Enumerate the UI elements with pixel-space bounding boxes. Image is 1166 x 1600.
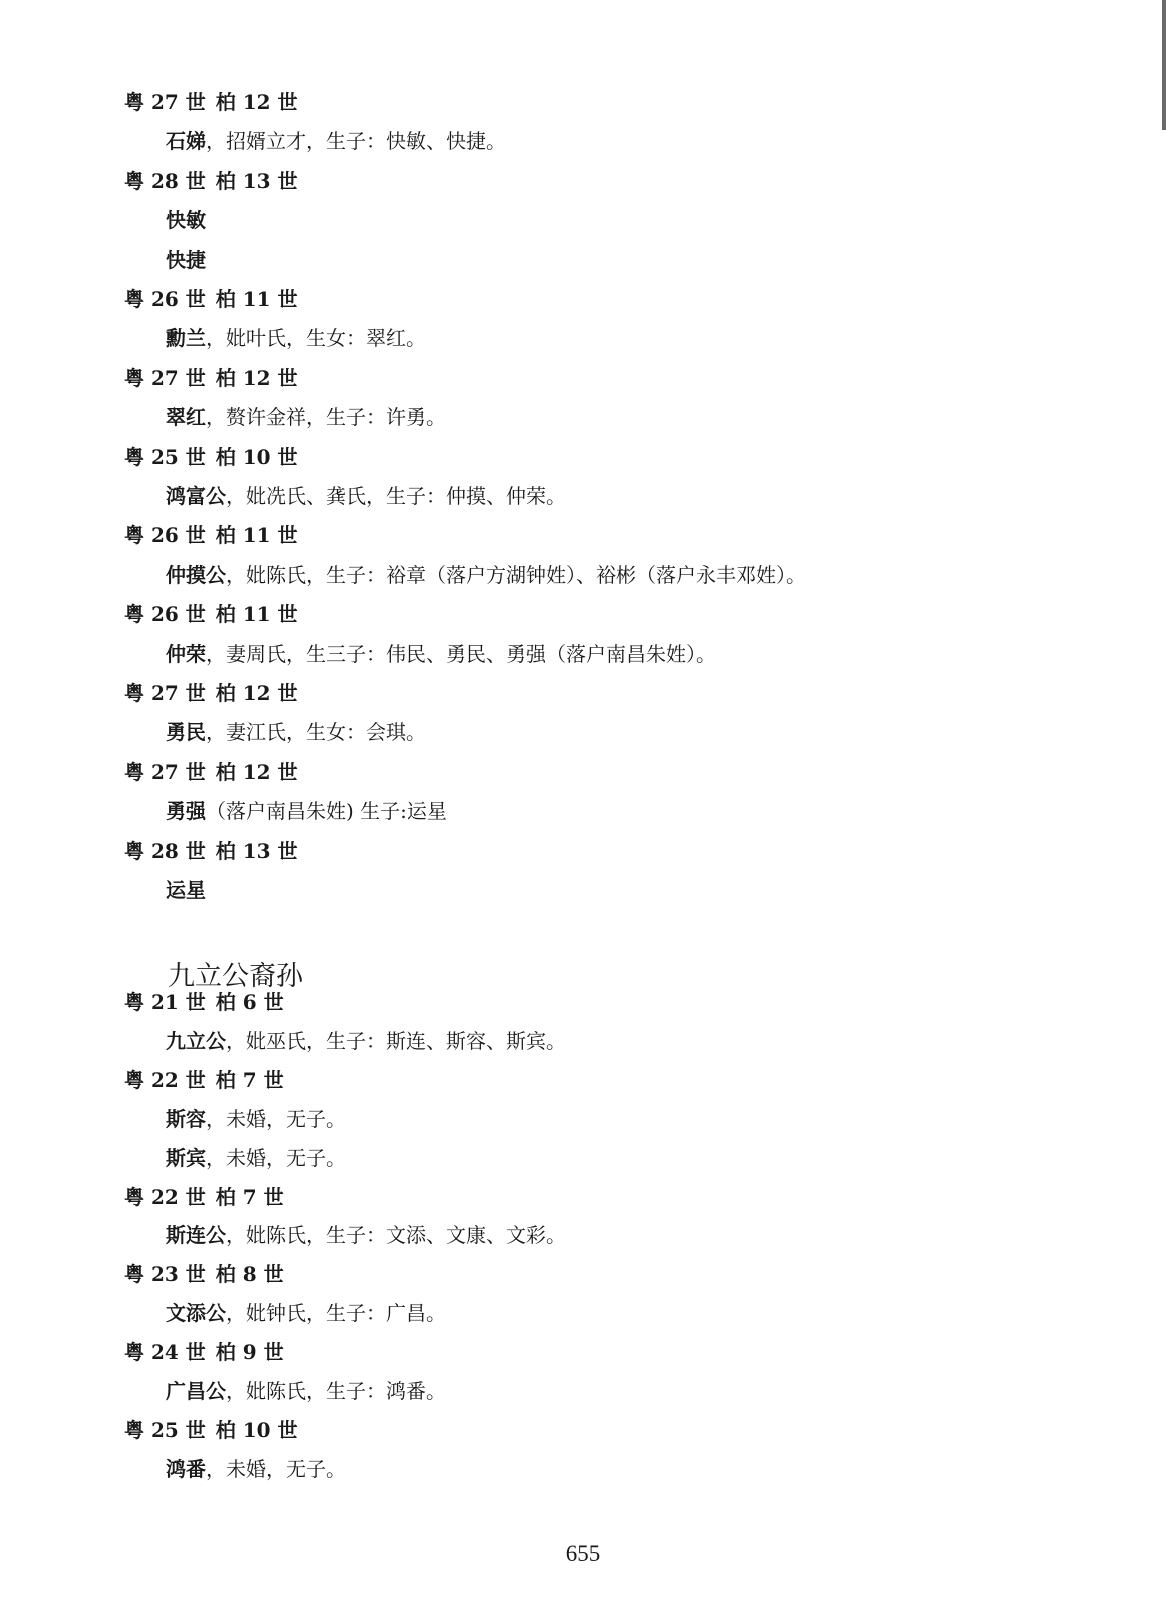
bo-generation: 柏 11 世	[215, 523, 298, 548]
yue-generation: 粤 27 世	[124, 681, 206, 705]
person-entry	[166, 878, 206, 902]
yue-generation: 粤 26 世	[124, 523, 206, 548]
bo-generation: 柏 8 世	[215, 1262, 284, 1287]
person-details: ，妣陈氏，生子：鸿番。	[226, 1379, 446, 1403]
person-name: 勇强	[166, 799, 206, 824]
person-name: 石娣	[166, 129, 206, 154]
yue-generation: 粤 21 世	[124, 990, 206, 1014]
person-details: ，妻江氏，生女：会琪。	[206, 720, 426, 745]
person-entry	[166, 405, 446, 429]
bo-generation: 柏 11 世	[215, 602, 298, 627]
person-details: ，妣冼氏、龚氏，生子：仲摸、仲荣。	[226, 484, 566, 508]
bo-generation: 柏 6 世	[215, 990, 284, 1014]
person-name: 仲荣	[166, 641, 206, 666]
person-details: ，赘许金祥，生子：许勇。	[206, 405, 446, 430]
person-name: 翠红	[166, 405, 206, 430]
person-details: ，未婚，无子。	[206, 1106, 346, 1131]
person-entry	[166, 248, 206, 272]
person-entry	[166, 1146, 346, 1170]
bo-generation: 柏 11 世	[215, 287, 298, 311]
person-details: ，未婚，无子。	[206, 1145, 346, 1170]
yue-generation: 粤 24 世	[124, 1340, 206, 1365]
person-details: ，妣陈氏，生子：文添、文康、文彩。	[226, 1223, 566, 1248]
yue-generation: 粤 25 世	[124, 1417, 206, 1442]
generation-heading	[124, 1262, 284, 1286]
yue-generation: 粤 22 世	[124, 1184, 206, 1209]
person-details: ，妻周氏，生三子：伟民、勇民、勇强（落户南昌朱姓）。	[206, 641, 716, 666]
generation-heading	[124, 1068, 284, 1092]
bo-generation: 柏 12 世	[215, 681, 298, 705]
person-entry	[166, 484, 566, 508]
person-entry	[166, 1457, 346, 1481]
bo-generation: 柏 12 世	[215, 759, 298, 784]
generation-heading	[124, 523, 298, 547]
generation-heading	[124, 1185, 284, 1209]
page-number: 655	[565, 1541, 601, 1566]
yue-generation: 粤 26 世	[124, 287, 206, 311]
generation-heading	[124, 839, 298, 863]
bo-generation: 柏 10 世	[215, 444, 298, 469]
person-name: 勳兰	[166, 326, 206, 351]
person-entry	[166, 208, 206, 232]
person-details: ，妣叶氏，生女：翠红。	[206, 326, 426, 351]
person-entry	[166, 129, 506, 153]
bo-generation: 柏 7 世	[215, 1067, 284, 1092]
bo-generation: 柏 10 世	[215, 1417, 298, 1442]
generation-heading	[124, 1418, 298, 1442]
person-name: 斯容	[166, 1106, 206, 1131]
bo-generation: 柏 12 世	[215, 365, 298, 390]
generation-heading	[124, 169, 298, 193]
yue-generation: 粤 28 世	[124, 168, 206, 193]
person-name: 九立公	[166, 1028, 226, 1053]
person-name: 文添公	[166, 1301, 226, 1326]
yue-generation: 粤 27 世	[124, 365, 206, 390]
person-entry	[166, 642, 716, 666]
person-name: 广昌公	[166, 1379, 226, 1403]
person-name: 快捷	[166, 247, 206, 272]
person-name: 快敏	[166, 208, 206, 233]
yue-generation: 粤 25 世	[124, 444, 206, 469]
person-entry	[166, 1379, 446, 1403]
bo-generation: 柏 12 世	[215, 90, 298, 114]
person-entry	[166, 799, 447, 823]
yue-generation: 粤 28 世	[124, 838, 206, 863]
yue-generation: 粤 26 世	[124, 602, 206, 627]
generation-heading	[124, 287, 298, 311]
person-details: ，妣陈氏，生子：裕章（落户方湖钟姓）、裕彬（落户永丰邓姓）。	[226, 562, 806, 587]
person-name: 仲摸公	[166, 562, 226, 587]
yue-generation: 粤 27 世	[124, 759, 206, 784]
person-entry	[166, 326, 426, 350]
person-name: 鸿番	[166, 1456, 206, 1481]
person-details: ，招婿立才，生子：快敏、快捷。	[206, 129, 506, 154]
person-name: 斯连公	[166, 1223, 226, 1248]
yue-generation: 粤 23 世	[124, 1262, 206, 1287]
person-entry	[166, 720, 426, 744]
bo-generation: 柏 13 世	[215, 168, 298, 193]
person-entry	[166, 1107, 346, 1131]
bo-generation: 柏 13 世	[215, 838, 298, 863]
yue-generation: 粤 27 世	[124, 90, 206, 114]
yue-generation: 粤 22 世	[124, 1067, 206, 1092]
person-entry	[166, 1223, 566, 1247]
generation-heading	[124, 366, 298, 390]
person-details: ，妣巫氏，生子：斯连、斯容、斯宾。	[226, 1028, 566, 1053]
generation-heading	[124, 990, 284, 1014]
person-name: 斯宾	[166, 1145, 206, 1170]
generation-heading	[124, 681, 298, 705]
person-details: （落户南昌朱姓) 生子:运星	[206, 799, 447, 824]
scan-edge-mark	[1162, 0, 1166, 130]
generation-heading	[124, 602, 298, 626]
person-entry	[166, 1029, 566, 1053]
generation-heading	[124, 760, 298, 784]
person-details: ，未婚，无子。	[206, 1456, 346, 1481]
person-name: 勇民	[166, 720, 206, 745]
person-name: 运星	[166, 878, 206, 902]
person-details: ，妣钟氏，生子：广昌。	[226, 1301, 446, 1326]
generation-heading	[124, 445, 298, 469]
generation-heading	[124, 1340, 284, 1364]
section-title: 九立公裔孙	[168, 961, 303, 992]
bo-generation: 柏 7 世	[215, 1184, 284, 1209]
generation-heading	[124, 90, 298, 114]
person-entry	[166, 1301, 446, 1325]
person-entry	[166, 563, 806, 587]
person-name: 鸿富公	[166, 484, 226, 508]
bo-generation: 柏 9 世	[215, 1340, 284, 1365]
